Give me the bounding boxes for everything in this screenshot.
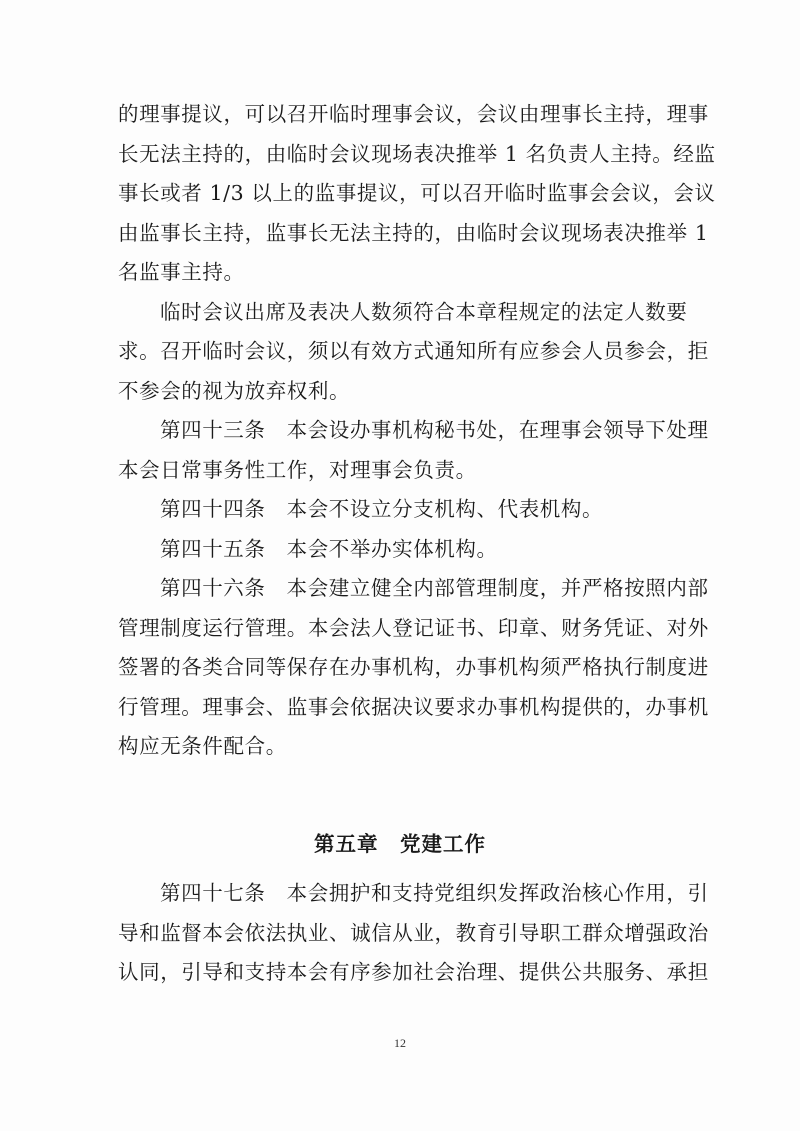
text-line: 签署的各类合同等保存在办事机构，办事机构须严格执行制度进 bbox=[118, 655, 709, 679]
page-number: 12 bbox=[394, 1036, 406, 1050]
text-line: 行管理。理事会、监事会依据决议要求办事机构提供的，办事机 bbox=[118, 695, 709, 719]
text-line: 的理事提议，可以召开临时理事会议，会议由理事长主持，理事 bbox=[118, 102, 709, 126]
paragraph-first-line: 临时会议出席及表决人数须符合本章程规定的法定人数要 bbox=[160, 300, 688, 324]
text-line: 名监事主持。 bbox=[118, 260, 245, 284]
article-43-line: 第四十三条 本会设办事机构秘书处，在理事会领导下处理 bbox=[160, 418, 709, 442]
article-47-line: 第四十七条 本会拥护和支持党组织发挥政治核心作用，引 bbox=[160, 881, 709, 905]
text-line: 导和监督本会依法执业、诚信从业，教育引导职工群众增强政治 bbox=[118, 921, 709, 945]
text-line: 构应无条件配合。 bbox=[118, 734, 287, 758]
text-line: 不参会的视为放弃权利。 bbox=[118, 379, 351, 403]
article-45-line: 第四十五条 本会不举办实体机构。 bbox=[160, 537, 498, 561]
text-line: 本会日常事务性工作，对理事会负责。 bbox=[118, 458, 477, 482]
article-44-line: 第四十四条 本会不设立分支机构、代表机构。 bbox=[160, 497, 604, 521]
chapter-heading: 第五章 党建工作 bbox=[314, 832, 486, 856]
text-line: 管理制度运行管理。本会法人登记证书、印章、财务凭证、对外 bbox=[118, 616, 709, 640]
text-line: 由监事长主持，监事长无法主持的，由临时会议现场表决推举 1 bbox=[118, 221, 709, 245]
text-line: 长无法主持的，由临时会议现场表决推举 1 名负责人主持。经监 bbox=[118, 142, 716, 166]
text-line: 认同，引导和支持本会有序参加社会治理、提供公共服务、承担 bbox=[118, 960, 709, 984]
article-46-line: 第四十六条 本会建立健全内部管理制度，并严格按照内部 bbox=[160, 576, 709, 600]
text-line: 事长或者 1/3 以上的监事提议，可以召开临时监事会会议，会议 bbox=[118, 181, 716, 205]
text-line: 求。召开临时会议，须以有效方式通知所有应参会人员参会，拒 bbox=[118, 339, 709, 363]
